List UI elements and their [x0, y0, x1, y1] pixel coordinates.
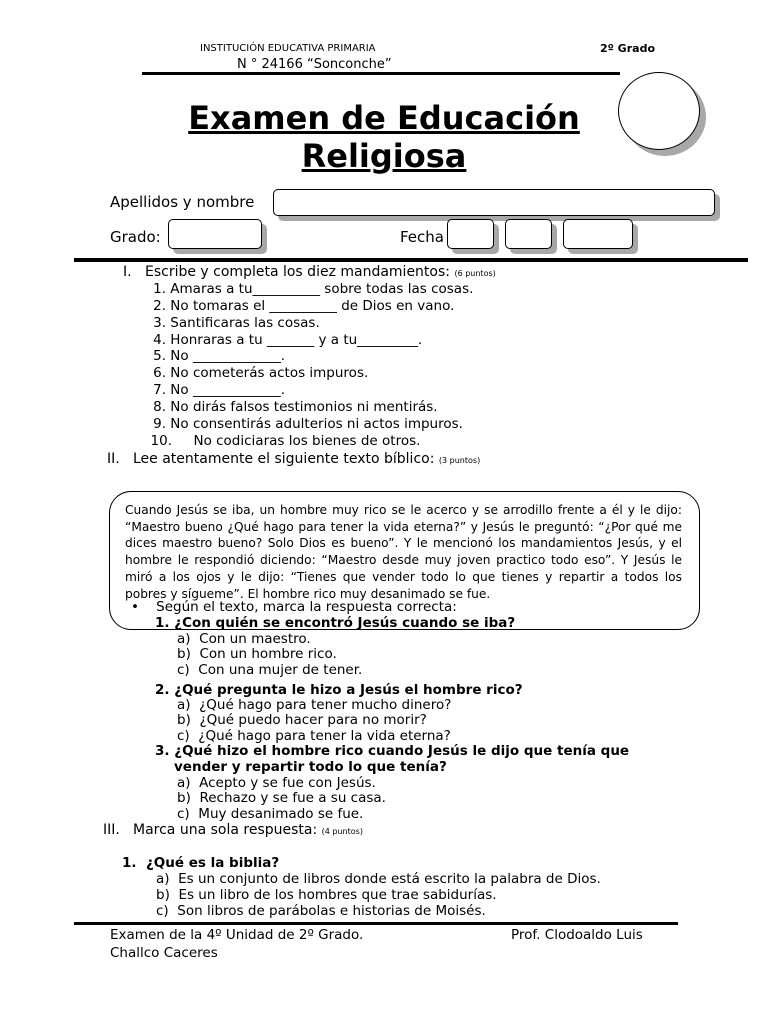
option-item[interactable]: b) Rechazo y se fue a su casa.	[177, 790, 386, 806]
section1-roman: I.	[123, 264, 132, 280]
list-item: 5. No _____________.	[153, 348, 285, 364]
date-label: Fecha	[400, 228, 444, 246]
list-item: 2. No tomaras el __________ de Dios en vano.	[153, 298, 455, 314]
option-item[interactable]: c) ¿Qué hago para tener la vida eterna?	[177, 728, 451, 744]
section3-roman: III.	[103, 822, 120, 838]
header-rule	[142, 72, 620, 75]
question-1: 1. ¿Con quién se encontró Jesús cuando se iba?	[155, 615, 516, 631]
list-item: 3. Santificaras las cosas.	[153, 315, 320, 331]
footer-rule	[74, 922, 678, 925]
option-item[interactable]: a) ¿Qué hago para tener mucho dinero?	[177, 697, 452, 713]
bible-passage: Cuando Jesús se iba, un hombre muy rico se le acerco y se arrodillo frente a él y le dijo: “Maestro bueno ¿Qué hago para tener la vida eterna?” y Jesús le preguntó: “¿Por qué me dices maestro bueno? Solo Dios es bueno”. Y le mencionó los mandamientos Jesús, y el hombre le respondió diciendo: “Maestro desde muy joven practico todo eso”. Y Jesús le miró a los ojos y le dijo: “Tienes que vender todo lo que tienes y repartir a todos los pobres y sígueme”. El hombre rico muy desanimado se fue.	[125, 503, 682, 601]
footer-exam: Examen de la 4º Unidad de 2º Grado.	[110, 927, 364, 943]
section1-instruction: Escribe y completa los diez mandamientos:	[145, 264, 450, 280]
section1-points: (6 puntos)	[454, 269, 496, 278]
name-label: Apellidos y nombre	[110, 193, 255, 211]
list-item: 7. No _____________.	[153, 382, 285, 398]
option-item[interactable]: a) Con un maestro.	[177, 631, 311, 647]
section2-heading	[133, 451, 480, 467]
footer-teacher-surname: Challco Caceres	[110, 945, 218, 961]
grade-field-label: Grado:	[110, 228, 161, 246]
option-item[interactable]: a) Acepto y se fue con Jesús.	[177, 775, 376, 791]
option-item[interactable]: b) Con un hombre rico.	[177, 646, 337, 662]
fields-rule	[74, 258, 748, 262]
date-month-field[interactable]	[505, 219, 552, 249]
section2-roman: II.	[107, 451, 120, 467]
section2-instruction: Lee atentamente el siguiente texto bíblico:	[133, 451, 435, 467]
question-3: 3. ¿Qué hizo el hombre rico cuando Jesús le dijo que tenía que	[155, 743, 630, 759]
footer-teacher: Prof. Clodoaldo Luis	[511, 927, 643, 943]
list-item: 6. No cometerás actos impuros.	[153, 365, 369, 381]
section1-heading	[145, 264, 496, 280]
date-day-field[interactable]	[447, 219, 494, 249]
section3-points: (4 puntos)	[321, 827, 363, 836]
instruction-bullet: • Según el texto, marca la respuesta correcta:	[131, 599, 457, 615]
grade-label: 2º Grado	[600, 42, 655, 55]
date-year-field[interactable]	[563, 219, 633, 249]
question-3-line2: vender y repartir todo lo que tenía?	[174, 759, 447, 775]
list-item: 1. Amaras a tu__________ sobre todas las cosas.	[153, 281, 474, 297]
name-field[interactable]	[273, 189, 715, 216]
page-title-line2: Religiosa	[301, 137, 467, 175]
list-item: 4. Honraras a tu _______ y a tu_________.	[153, 332, 423, 348]
school-number: N ° 24166 “Sonconche”	[237, 57, 392, 72]
option-item[interactable]: c) Son libros de parábolas e historias de Moisés.	[156, 903, 486, 919]
option-item[interactable]: a) Es un conjunto de libros donde está escrito la palabra de Dios.	[156, 871, 601, 887]
grade-field[interactable]	[168, 219, 262, 249]
section3-heading	[133, 822, 363, 838]
list-item: 9. No consentirás adulterios ni actos impuros.	[153, 416, 463, 432]
school-name: INSTITUCIÓN EDUCATIVA PRIMARIA	[200, 43, 376, 54]
list-item: 10. No codiciaras los bienes de otros.	[150, 433, 421, 449]
section2-points: (3 puntos)	[438, 456, 481, 465]
option-item[interactable]: c) Muy desanimado se fue.	[177, 806, 364, 822]
section3-question: 1. ¿Qué es la biblia?	[122, 855, 280, 871]
page-title: Examen de Educación	[188, 99, 580, 137]
section3-instruction: Marca una sola respuesta:	[133, 822, 318, 838]
option-item[interactable]: c) Con una mujer de tener.	[177, 662, 363, 678]
option-item[interactable]: b) ¿Qué puedo hacer para no morir?	[177, 712, 427, 728]
question-2: 2. ¿Qué pregunta le hizo a Jesús el hombre rico?	[155, 682, 523, 698]
list-item: 8. No dirás falsos testimonios ni mentirás.	[153, 399, 438, 415]
option-item[interactable]: b) Es un libro de los hombres que trae sabidurías.	[156, 887, 497, 903]
score-circle	[618, 72, 700, 150]
